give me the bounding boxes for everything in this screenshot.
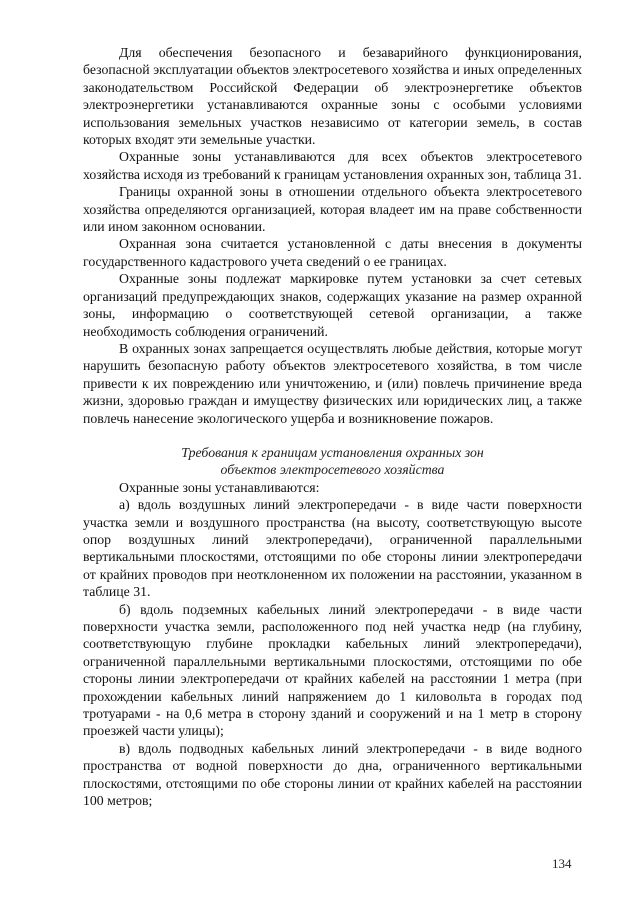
body-text-after-heading [83,479,582,810]
paragraph-zones-established: Охранные зоны устанавливаются для всех объектов электросетевого хозяйства исходя из требований к границам установления охранных зон, таблица 31. [83,149,582,182]
paragraph-zone-marking: Охранные зоны подлежат маркировке путем установки за счет сетевых организаций предупреждающих знаков, содержащих указание на размер охранной зоны, информацию о соответствующей сетевой организации, а также необходимость соблюдения ограничений. [83,271,582,339]
paragraph-item-a-overhead-lines: а) вдоль воздушных линий электропередачи - в виде части поверхности участка земли и воздушного пространства (на высоту, соответствующую высоте опор воздушных линий электропередачи), ограниченной параллельными вертикальными плоскостями, отстоящими по обе стороны линии электропередачи от крайних проводов при неотклоненном их положении на расстоянии, указанном в таблице 31. [83,497,582,600]
section-heading-line-2: объектов электросетевого хозяйства [220,462,445,478]
section-heading-line-1: Требования к границам установления охранных зон [181,444,484,460]
paragraph-zone-registration: Охранная зона считается установленной с даты внесения в документы государственного кадастрового учета сведений о ее границах. [83,236,582,269]
section-heading [83,444,582,479]
paragraph-item-c-underwater-cables: в) вдоль подводных кабельных линий электропередачи - в виде водного пространства от водной поверхности до дна, ограниченного вертикальными плоскостями, отстоящими по обе стороны линии от крайних кабелей на расстоянии 100 метров; [83,740,582,809]
paragraph-zones-list-intro: Охранные зоны устанавливаются: [119,479,320,495]
section-gap [83,427,582,444]
paragraph-zone-prohibitions: В охранных зонах запрещается осуществлять любые действия, которые могут нарушить безопасную работу объектов электросетевого хозяйства, в том числе привести к их повреждению или уничтожению, и (или) повлечь причинение вреда жизни, здоровью граждан и имуществу физических или юридических лиц, а также повлечь нанесение экологического ущерба и возникновение пожаров. [83,340,582,426]
paragraph-item-b-underground-cables: б) вдоль подземных кабельных линий электропередачи - в виде части поверхности участка земли, расположенного под ней участка недр (на глубину, соответствующую глубине прокладки кабельных линий электропередачи), ограниченной параллельными вертикальными плоскостями, отстоящими по обе стороны линии электропередачи от крайних кабелей на расстоянии 1 метра (при прохождении кабельных линий напряжением до 1 киловольта в городах под тротуарами - на 0,6 метра в сторону зданий и сооружений и на 1 метр в сторону проезжей части улицы); [83,601,582,739]
page-number: 134 [552,856,572,871]
paragraph-protection-zones-purpose: Для обеспечения безопасного и безаварийного функционирования, безопасной эксплуатации объектов электросетевого хозяйства и иных определенных законодательством Российской Федерации об электроэнергетике объектов электроэнергетики устанавливаются охранные зоны с особыми условиями использования земельных участков независимо от категории земель, в состав которых входят эти земельные участки. [83,45,582,148]
body-text-before-heading [83,44,582,427]
paragraph-zone-boundaries: Границы охранной зоны в отношении отдельного объекта электросетевого хозяйства определяются организацией, которая владеет им на праве собственности или ином законном основании. [83,184,582,235]
